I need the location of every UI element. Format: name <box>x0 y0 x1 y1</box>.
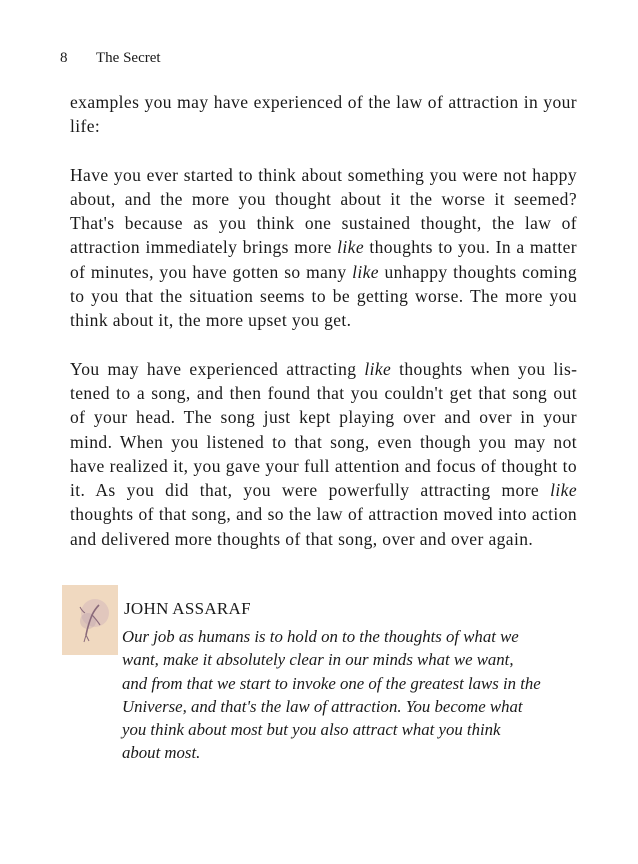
feather-sparkle-icon <box>62 585 118 655</box>
running-head <box>60 50 161 67</box>
paragraph-text: thoughts when you listened to a song, and then found that you couldn't get that song out of your head. The song just kept playing over and over in your mind. When you listened to that song, even though you may not have realized it, you gave your full attention and focus of thought to it. As you did that, you were powerfully attracting more <box>70 358 577 501</box>
emphasis-text: like <box>364 358 392 379</box>
paragraph-text: unhappy thoughts coming to you that the situation seems to be getting worse. The more you think about it, the more upset you get. <box>70 261 577 331</box>
quote-author: JOHN ASSARAF <box>124 599 251 618</box>
book-title: The Secret <box>96 50 161 66</box>
quote-line: want, make it absolutely clear in our minds what we want, <box>122 650 514 670</box>
quote-line: you think about most but you also attract what you think <box>122 720 501 740</box>
quote-line: Universe, and that's the law of attraction. You become what <box>122 696 523 716</box>
emphasis-text: like <box>352 261 379 282</box>
page-number: 8 <box>60 50 68 66</box>
quote-block <box>62 585 582 785</box>
sparkle-image <box>62 585 118 655</box>
quote-line: about most. <box>122 743 201 763</box>
paragraph-text: Have you ever started to think about something you were not happy about, and the more you thought about it the worse it seemed? That's because as you think one sustained thought, the law of attraction immediately brings more <box>70 164 577 258</box>
body-paragraph <box>70 90 577 139</box>
paragraph-text: You may have experienced attracting <box>70 358 365 379</box>
quote-line: Our job as humans is to hold on to the thoughts of what we <box>122 627 519 646</box>
paragraph-text: thoughts to you. In a matter of minutes, you have gotten so many <box>70 237 577 282</box>
quote-line: and from that we start to invoke one of the greatest laws in the <box>122 673 541 693</box>
emphasis-text: like <box>337 237 364 258</box>
body-paragraph <box>70 163 577 333</box>
emphasis-text: like <box>550 480 577 501</box>
paragraph-text: examples you may have experienced of the law of attraction in your life: <box>70 92 577 137</box>
paragraph-text: thoughts of that song, and so the law of attraction moved into action and delivered more thoughts of that song, over and over again. <box>70 504 577 549</box>
body-paragraph <box>70 357 577 551</box>
quote-text <box>122 625 562 765</box>
body-text <box>70 90 577 575</box>
